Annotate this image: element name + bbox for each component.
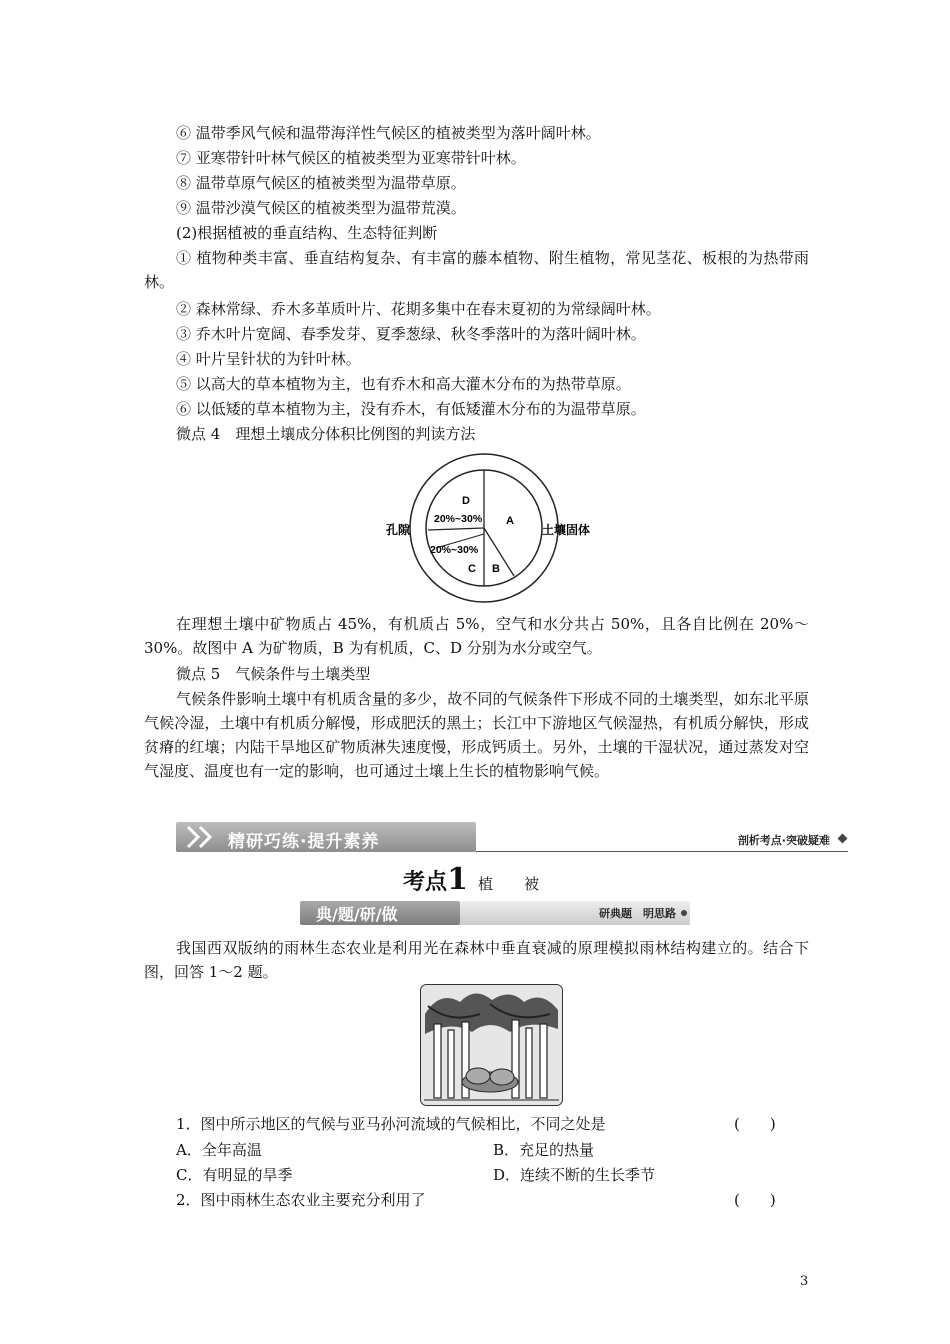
section-heading: 微点 5 气候条件与土壤类型	[176, 665, 371, 683]
pct-lower-label: 20%~30%	[430, 544, 479, 556]
dianti-subtitle: 研典题 明思路	[599, 907, 676, 920]
dianti-title: 典/题/研/做	[316, 905, 398, 924]
pct-upper-label: 20%~30%	[434, 513, 483, 525]
page-number: 3	[800, 1274, 809, 1289]
seg-b-label: B	[492, 563, 500, 575]
kaodian-prefix: 考点	[403, 870, 448, 895]
option-a: A．全年高温	[176, 1141, 262, 1159]
text-line: ④ 叶片呈针状的为针叶林。	[176, 350, 361, 368]
text-paragraph: 我国西双版纳的雨林生态农业是利用光在森林中垂直衰减的原理模拟雨林结构建立的。结合下图，回答 1～2 题。	[144, 939, 809, 981]
seg-d-label: D	[462, 495, 470, 507]
text-line: ⑧ 温带草原气候区的植被类型为温带草原。	[176, 174, 466, 192]
text-paragraph: ① 植物种类丰富、垂直结构复杂、有丰富的藤本植物、附生植物，常见茎花、板根的为热带雨林。	[144, 249, 809, 291]
answer-blank: ( )	[734, 1115, 776, 1133]
text-line: ⑥ 以低矮的草本植物为主，没有乔木，有低矮灌木分布的为温带草原。	[176, 400, 646, 418]
question-2-stem: 2．图中雨林生态农业主要充分利用了	[176, 1191, 426, 1209]
text-line: (2)根据植被的垂直结构、生态特征判断	[176, 224, 438, 242]
dot-icon	[681, 910, 687, 916]
text-line: ② 森林常绿、乔木多革质叶片、花期多集中在春末夏初的为常绿阔叶林。	[176, 300, 661, 318]
banner-title: 精研巧练·提升素养	[228, 832, 380, 852]
text-line: ③ 乔木叶片宽阔、春季发芽、夏季葱绿、秋冬季落叶的为落叶阔叶林。	[176, 325, 646, 343]
question-1-stem: 1．图中所示地区的气候与亚马孙河流域的气候相比，不同之处是	[176, 1115, 606, 1133]
solid-label: 土壤固体	[542, 523, 591, 537]
banner-bar	[176, 822, 476, 852]
seg-c-label: C	[468, 563, 476, 575]
text-line: ⑥ 温带季风气候和温带海洋性气候区的植被类型为落叶阔叶林。	[176, 124, 601, 142]
option-d: D．连续不断的生长季节	[493, 1166, 656, 1184]
kaodian-name: 植 被	[477, 875, 547, 893]
text-paragraph: 气候条件影响土壤中有机质含量的多少，故不同的气候条件下形成不同的土壤类型，如东北平原气候冷湿，土壤中有机质分解慢，形成肥沃的黑土；长江中下游地区气候湿热，有机质分解快，形成贫瘠的红壤；内陆干旱地区矿物质淋失速度慢，形成钙质土。另外，土壤的干湿状况，通过蒸发对空气湿度、温度也有一定的影响，也可通过土壤上生长的植物影响气候。	[144, 690, 809, 780]
option-c: C．有明显的旱季	[176, 1166, 293, 1184]
text-line: ⑤ 以高大的草本植物为主，也有乔木和高大灌木分布的为热带草原。	[176, 375, 631, 393]
kaodian-heading	[0, 862, 950, 897]
text-paragraph: 在理想土壤中矿物质占 45%，有机质占 5%，空气和水分共占 50%，且各自比例在 20%～30%。故图中 A 为矿物质，B 为有机质，C、D 分别为水分或空气。	[144, 615, 809, 657]
section-banner	[176, 820, 848, 854]
seg-a-label: A	[506, 515, 514, 527]
banner-subtitle: 剖析考点·突破疑难	[737, 834, 830, 847]
pore-label: 孔隙	[386, 523, 411, 537]
option-b: B．充足的热量	[493, 1141, 595, 1159]
text-line: ⑨ 温带沙漠气候区的植被类型为温带荒漠。	[176, 199, 466, 217]
text-line: ⑦ 亚寒带针叶林气候区的植被类型为亚寒带针叶林。	[176, 149, 526, 167]
chevron-icon	[184, 822, 224, 852]
rainforest-image	[420, 984, 563, 1106]
kaodian-number: 1	[447, 862, 468, 897]
section-heading: 微点 4 理想土壤成分体积比例图的判读方法	[176, 425, 476, 443]
diamond-icon	[838, 834, 848, 844]
dianti-bar	[300, 901, 690, 925]
soil-composition-figure	[380, 448, 610, 608]
answer-blank: ( )	[734, 1191, 776, 1209]
